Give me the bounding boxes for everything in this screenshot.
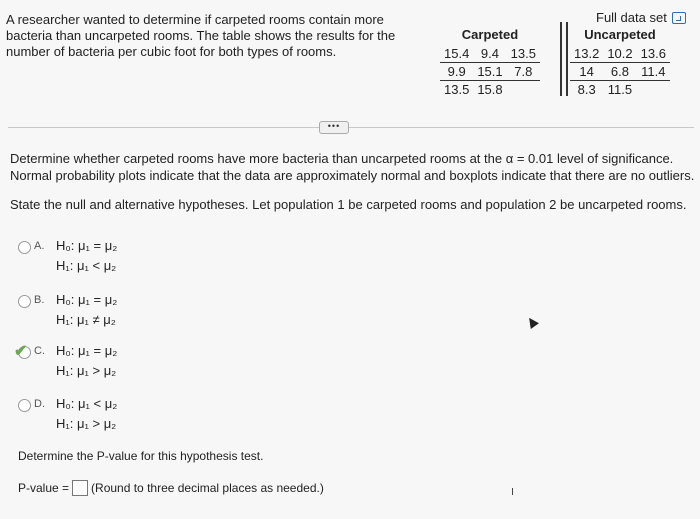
table-cell: 8.3 [577,82,596,97]
option-letter: D. [34,398,45,410]
mouse-cursor-icon [525,315,539,329]
radio-button[interactable] [18,399,31,412]
null-hypothesis: H₀: μ₁ = μ₂ [56,292,118,307]
option-letter: C. [34,345,45,357]
copy-icon[interactable] [672,12,686,24]
pvalue-prompt: Determine the P-value for this hypothesis test. [18,449,264,463]
table-cell: 9.4 [473,45,506,63]
table-cell: 13.5 [507,45,540,63]
pvalue-row [18,480,324,496]
radio-button[interactable] [18,295,31,308]
checkmark-icon: ✔ [14,343,28,360]
uncarpeted-header: Uncarpeted [584,27,656,42]
alt-hypothesis: H₁: μ₁ > μ₂ [56,416,117,431]
table-divider [560,22,562,96]
question-line-3: State the null and alternative hypotheses. Let population 1 be carpeted rooms and population 2 be uncarpeted rooms. [10,197,687,212]
table-cell: 6.8 [603,63,636,81]
null-hypothesis: H₀: μ₁ < μ₂ [56,396,118,411]
problem-intro: A researcher wanted to determine if carpeted rooms contain more bacteria than uncarpeted rooms. The table shows the results for the number of bacteria per cubic foot for both types of rooms. [6,12,396,59]
table-cell: 9.9 [440,63,473,81]
table-cell: 10.2 [603,45,636,63]
carpeted-header: Carpeted [461,27,519,42]
table-cell: 15.8 [477,82,503,97]
question-line-1: Determine whether carpeted rooms have more bacteria than uncarpeted rooms at the α = 0.01 level of significance. [10,151,674,166]
question-line-2: Normal probability plots indicate that the data are approximately normal and boxplots indicate that there are no outliers. [10,168,695,183]
table-cell: 15.4 [440,45,473,63]
null-hypothesis: H₀: μ₁ = μ₂ [56,343,118,358]
radio-button[interactable] [18,241,31,254]
full-data-set-label: Full data set [596,10,667,25]
table-cell: 15.1 [473,63,506,81]
table-divider [566,22,568,96]
text-cursor-icon [512,488,513,495]
table-cell: 13.6 [637,45,670,63]
option-letter: B. [34,294,45,306]
uncarpeted-table [570,26,670,98]
alt-hypothesis: H₁: μ₁ ≠ μ₂ [56,312,116,327]
pvalue-hint: (Round to three decimal places as needed.) [91,481,324,495]
null-hypothesis: H₀: μ₁ = μ₂ [56,238,118,253]
alt-hypothesis: H₁: μ₁ < μ₂ [56,258,117,273]
carpeted-table [440,26,540,98]
section-divider [8,127,694,128]
table-cell: 11.5 [607,82,633,97]
table-cell: 13.2 [570,45,603,63]
table-cell [637,81,670,99]
table-cell: 11.4 [637,63,670,81]
expand-dots-button[interactable]: ••• [319,121,349,134]
full-data-set-link[interactable] [596,10,686,25]
alt-hypothesis: H₁: μ₁ > μ₂ [56,363,117,378]
table-cell: 7.8 [507,63,540,81]
table-cell [507,81,540,99]
table-cell: 14 [570,63,603,81]
option-letter: A. [34,240,45,252]
pvalue-label: P-value = [18,481,70,495]
table-cell: 13.5 [444,82,470,97]
pvalue-input[interactable] [72,480,88,496]
